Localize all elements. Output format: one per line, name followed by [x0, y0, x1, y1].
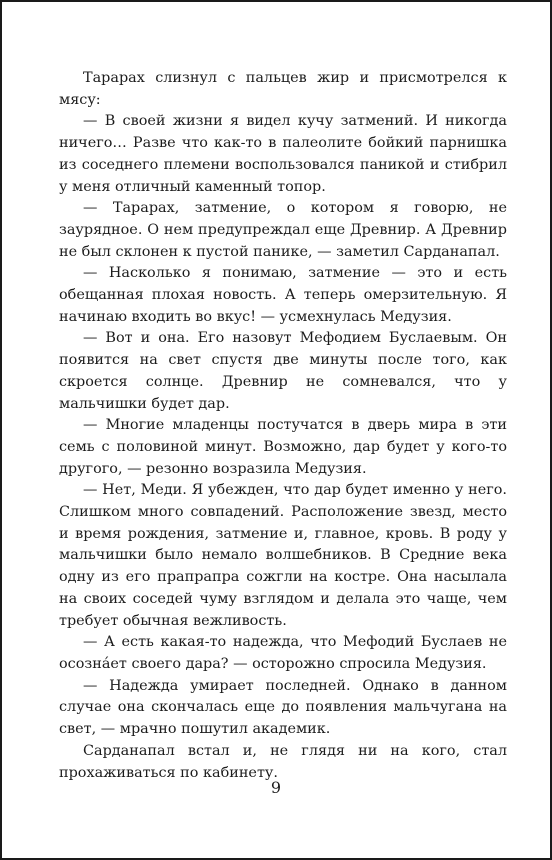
paragraph: — Нет, Меди. Я убежден, что дар будет именно у него. Слишком много совпадений. Расположение звезд, место и время рождения, затмение и, главное, кровь. В роду у мальчишки было немало волшебников. В Средние века одну из его прапрапра сожгли на костре. Она насылала на своих соседей чуму взглядом и делала это чаще, чем требует обычная вежливость. — [59, 482, 507, 629]
body-text — [59, 68, 507, 784]
page-number: 9 — [270, 778, 282, 797]
paragraph: — Многие младенцы постучатся в дверь мира в эти семь с половиной минут. Возможно, дар будет у кого-то другого, — резонно возразила Медузия. — [59, 417, 507, 477]
paragraph: — Надежда умирает последней. Однако в данном случае она скончалась еще до появления мальчугана на свет, — мрачно пошутил академик. — [59, 677, 507, 738]
paragraph: Сарданапал встал и, не глядя ни на кого, стал прохаживаться по кабинету. — [59, 742, 507, 781]
paragraph: — Насколько я понимаю, затмение — это и есть обещанная плохая новость. А теперь омерзительную. Я начинаю входить во вкус! — усмехнулась Медузия. — [59, 265, 507, 325]
paragraph: — А есть какая-то надежда, что Мефодий Буслаев не осознáет своего дара? — осторожно спросила Медузия. — [59, 634, 507, 672]
paragraph: — Вот и она. Его назовут Мефодием Буслаевым. Он появится на свет спустя две минуты после того, как скроется солнце. Древнир не сомневался, что у мальчишки будет дар. — [59, 330, 507, 412]
paragraph: Тарарах слизнул с пальцев жир и присмотрелся к мясу: — [59, 70, 507, 108]
paragraph: — В своей жизни я видел кучу затмений. И никогда ничего… Разве что как-то в палеолите бойкий парнишка из соседнего племени воспользовался паникой и стибрил у меня отличный каменный топор. — [59, 113, 507, 195]
paragraph: — Тарарах, затмение, о котором я говорю, не заурядное. О нем предупреждал еще Древнир. А Древнир не был склонен к пустой панике, — заметил Сарданапал. — [59, 200, 507, 260]
